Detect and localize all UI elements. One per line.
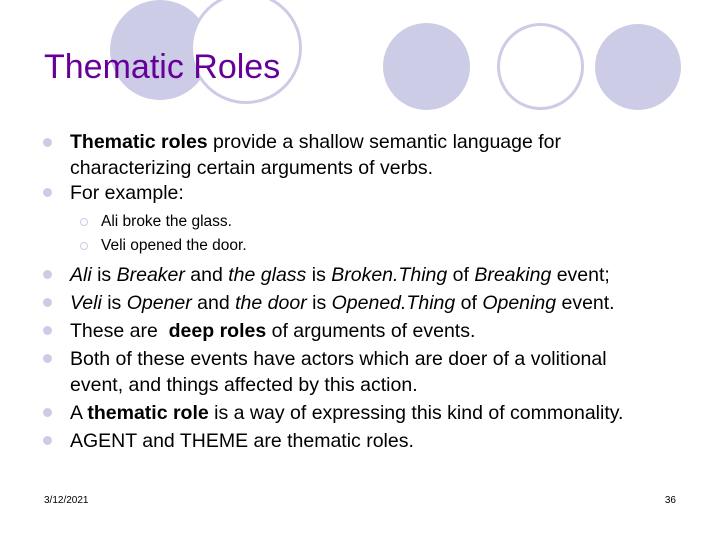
sub-bullet-marker <box>80 242 88 250</box>
slide-title: Thematic Roles <box>44 48 281 86</box>
bullet-text <box>70 290 615 316</box>
text-run: event, and things affected by this action. <box>70 374 418 396</box>
text-run: provide a shallow semantic language for <box>207 131 562 153</box>
italic-text: Broken.Thing <box>331 264 448 286</box>
bold-text: Thematic roles <box>70 131 208 153</box>
italic-text: Opened.Thing <box>331 292 456 314</box>
italic-text: Ali <box>70 264 92 286</box>
sub-bullet-marker <box>80 218 88 226</box>
bullet-line <box>70 428 414 454</box>
bullet-marker <box>43 298 52 307</box>
italic-text: Opener <box>126 292 192 314</box>
text-run: of arguments of events. <box>266 320 476 342</box>
bullet-line <box>70 180 184 206</box>
bullet-marker <box>43 188 52 197</box>
text-run: AGENT and THEME are thematic roles. <box>70 430 414 452</box>
bullet-marker <box>43 354 52 363</box>
bullet-text <box>70 346 607 398</box>
page-number: 36 <box>664 495 676 506</box>
bullet-marker <box>43 270 52 279</box>
decorative-circle <box>383 23 470 110</box>
bullet-text <box>70 129 561 181</box>
text-run: and <box>191 292 236 314</box>
text-run: of <box>447 264 475 286</box>
italic-text: Veli <box>70 292 102 314</box>
bullet-line <box>70 290 615 316</box>
footer-date: 3/12/2021 <box>44 495 89 506</box>
italic-text: Opening <box>482 292 557 314</box>
bullet-text <box>70 262 610 288</box>
italic-text: Breaker <box>116 264 185 286</box>
text-run: and <box>184 264 229 286</box>
bullet-line <box>70 129 561 155</box>
italic-text: Breaking <box>474 264 552 286</box>
bullet-text <box>70 400 623 426</box>
text-run: is a way of expressing this kind of commonality. <box>208 402 624 424</box>
bullet-marker <box>43 138 52 147</box>
bullet-marker <box>43 326 52 335</box>
sub-bullet-text: Veli opened the door. <box>101 237 247 254</box>
bullet-line <box>70 262 610 288</box>
text-run: For example: <box>70 182 184 204</box>
text-run: is <box>91 264 117 286</box>
bullet-line <box>70 372 607 398</box>
italic-text: the door <box>235 292 307 314</box>
bullet-text <box>70 318 475 344</box>
bullet-marker <box>43 408 52 417</box>
decorative-circle <box>595 24 681 110</box>
text-run: event; <box>551 264 610 286</box>
bold-text: thematic role <box>87 402 209 424</box>
bullet-line <box>70 346 607 372</box>
bold-text: deep roles <box>168 320 267 342</box>
bullet-text <box>70 428 414 454</box>
bullet-line <box>70 155 561 181</box>
bullet-line <box>70 400 623 426</box>
text-run: is <box>306 264 332 286</box>
italic-text: the glass <box>228 264 307 286</box>
text-run: characterizing certain arguments of verbs. <box>70 157 434 179</box>
text-run: is <box>101 292 127 314</box>
text-run: of <box>455 292 483 314</box>
bullet-text <box>70 180 184 206</box>
sub-bullet-text: Ali broke the glass. <box>101 213 232 230</box>
text-run: These are <box>70 320 169 342</box>
decorative-ring <box>497 23 584 110</box>
bullet-line <box>70 318 475 344</box>
text-run: Both of these events have actors which are doer of a volitional <box>70 348 607 370</box>
bullet-marker <box>43 436 52 445</box>
text-run: A <box>70 402 88 424</box>
text-run: event. <box>556 292 615 314</box>
text-run: is <box>306 292 332 314</box>
